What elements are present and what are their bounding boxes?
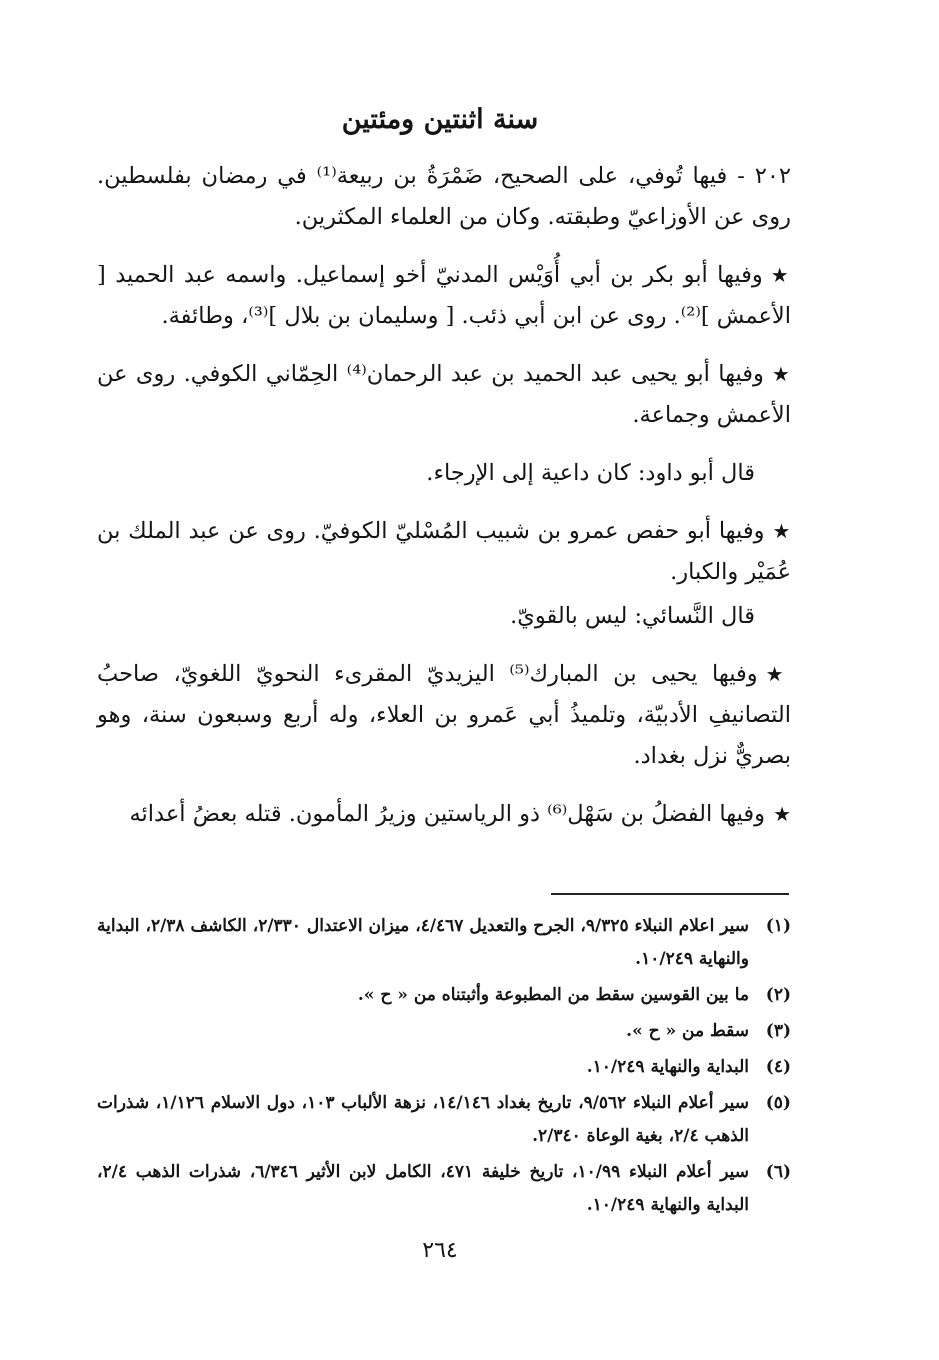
entry-paragraph [97, 654, 791, 777]
star-icon: ★ [765, 662, 791, 686]
entry-text: وفيها يحيى بن المبارك⁽⁵⁾ اليزيديّ المقرىء النحويّ اللغويّ، صاحبُ التصانيفِ الأدبيّة، وتلميذُ أبي عَمرو بن العلاء، وله أربع وسبعون سنة، وهو بصريٌّ نزل بغداد. [97, 661, 791, 769]
footnote-number: (٤) [765, 1057, 791, 1077]
entry-text: قال أبو داود: كان داعية إلى الإرجاء. [426, 460, 755, 486]
footnote-text: سير اعلام النبلاء ٩/٣٢٥، الجرح والتعديل ٤/٤٦٧، ميزان الاعتدال ٢/٣٣٠، الكاشف ٢/٣٨، البداية والنهاية ١٠/٢٤٩. [97, 916, 749, 969]
footnote-number: (١) [765, 916, 791, 936]
star-icon: ★ [773, 802, 791, 826]
main-text [97, 156, 791, 852]
entry-text: وفيها أبو يحيى عبد الحميد بن عبد الرحمان⁽⁴⁾ الحِمّاني الكوفي. روى عن الأعمش وجماعة. [97, 361, 791, 428]
entry-text: فيها تُوفي، على الصحيح، ضَمْرَةُ بن ربيعة⁽¹⁾ في رمضان بفلسطين. روى عن الأوزاعيّ وطبقته. وكان من العلماء المكثرين. [97, 163, 791, 230]
quote-paragraph [97, 453, 791, 494]
footnote-text: سير أعلام النبلاء ٩/٥٦٢، تاريخ بغداد ١٤/١٤٦، نزهة الألباب ١٠٣، دول الاسلام ١/١٢٦، شذرات الذهب ٢/٤، بغية الوعاة ٢/٣٤٠. [97, 1093, 749, 1146]
entry-text: وفيها أبو حفص عمرو بن شبيب المُسْليّ الكوفيّ. روى عن عبد الملك بن عُمَيْر والكبار. [97, 518, 791, 585]
footnote-number: (٥) [765, 1093, 791, 1113]
entry-text: وفيها الفضلُ بن سَهْل⁽⁶⁾ ذو الرياستين وزيرُ المأمون. قتله بعضُ أعدائه [129, 801, 766, 827]
footnote-number: (٦) [765, 1162, 791, 1182]
star-icon: ★ [770, 263, 791, 287]
star-icon: ★ [772, 519, 791, 543]
entry-number: ٢٠٢ - [737, 163, 791, 189]
footnote-number: (٣) [765, 1021, 791, 1041]
page-number: ٢٦٤ [422, 1238, 458, 1263]
footnote-text: البداية والنهاية ١٠/٢٤٩. [586, 1057, 749, 1077]
footnotes [97, 910, 791, 1225]
entry-paragraph [97, 511, 791, 593]
footnote [97, 979, 791, 1012]
footnote-text: سير أعلام النبلاء ١٠/٩٩، تاريخ خليفة ٤٧١، الكامل لابن الأثير ٦/٣٤٦، شذرات الذهب ٢/٤، البداية والنهاية ١٠/٢٤٩. [97, 1162, 749, 1215]
footnote-text: سقط من « ح ». [626, 1021, 749, 1041]
footnote-divider [551, 893, 789, 895]
footnote [97, 1087, 791, 1153]
footnote-number: (٢) [765, 985, 791, 1005]
quote-paragraph [97, 596, 791, 637]
footnote [97, 1015, 791, 1048]
footnote [97, 1156, 791, 1222]
entry-text: وفيها أبو بكر بن أبي أُوَيْس المدنيّ أخو إسماعيل. واسمه عبد الحميد [ الأعمش ]⁽²⁾. روى عن ابن أبي ذئب. [ وسليمان بن بلال ]⁽³⁾، وطائفة. [97, 262, 791, 329]
footnote-text: ما بين القوسين سقط من المطبوعة وأثبتناه من « ح ». [357, 985, 749, 1005]
entry-paragraph [97, 255, 791, 337]
section-heading: سنة اثنتين ومئتين [341, 104, 539, 135]
entry-paragraph [97, 794, 791, 835]
footnote [97, 910, 791, 976]
entry-text: قال النَّسائي: ليس بالقويّ. [510, 603, 755, 629]
star-icon: ★ [771, 362, 791, 386]
entry-paragraph [97, 354, 791, 436]
entry-paragraph [97, 156, 791, 238]
footnote [97, 1051, 791, 1084]
